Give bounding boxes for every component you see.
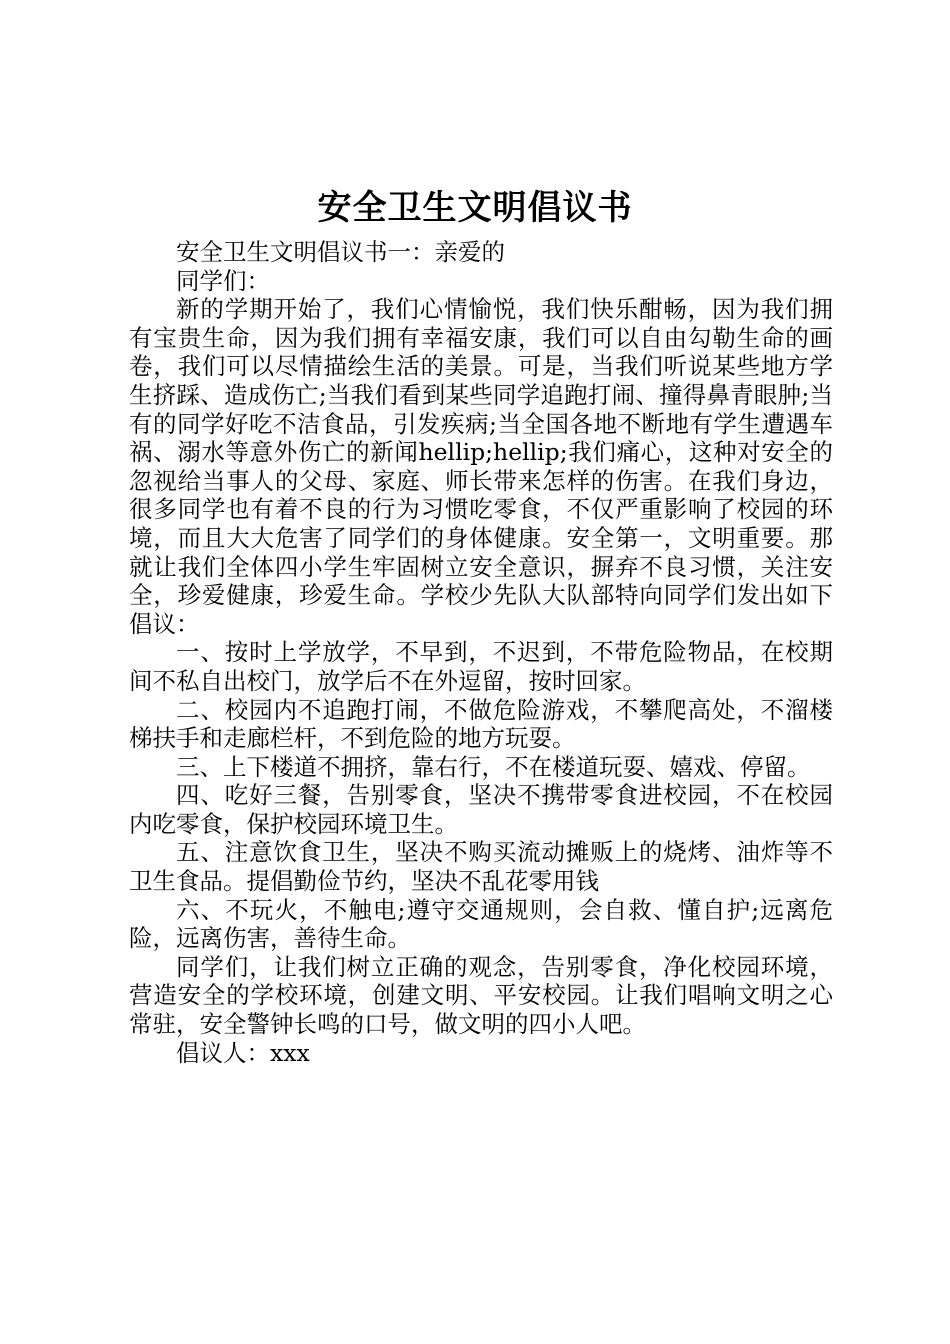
document-title: 安全卫生文明倡议书 [317, 188, 633, 228]
proposal-item-1: 一、按时上学放学，不早到，不迟到，不带危险物品，在校期间不私自出校门，放学后不在外逗留，按时回家。 [129, 638, 833, 695]
proposal-item-3: 三、上下楼道不拥挤，靠右行，不在楼道玩耍、嬉戏、停留。 [176, 752, 811, 781]
proposal-item-4: 四、吃好三餐，告别零食，坚决不携带零食进校园，不在校园内吃零食，保护校园环境卫生。 [129, 781, 833, 838]
proposal-item-5: 五、注意饮食卫生，坚决不购买流动摊贩上的烧烤、油炸等不卫生食品。提倡勤俭节约，坚决不乱花零用钱 [129, 838, 833, 896]
intro-paragraph: 新的学期开始了，我们心情愉悦，我们快乐酣畅，因为我们拥有宝贵生命，因为我们拥有幸福安康，我们可以自由勾勒生命的画卷，我们可以尽情描绘生活的美景。可是，当我们听说某些地方学生挤踩、造成伤亡;当我们看到某些同学追跑打闹、撞得鼻青眼肿;当有的同学好吃不洁食品，引发疾病;当全国各地不断地有学生遭遇车祸、溺水等意外伤亡的新闻hellip;hellip;我们痛心，这种对安全的忽视给当事人的父母、家庭、师长带来怎样的伤害。在我们身边，很多同学也有着不良的行为习惯吃零食，不仅严重影响了校园的环境，而且大大危害了同学们的身体健康。安全第一，文明重要。那就让我们全体四小学生牢固树立安全意识，摒弃不良习惯，关注安全，珍爱健康，珍爱生命。学校少先队大队部特向同学们发出如下倡议： [129, 295, 833, 638]
salutation-line-1: 安全卫生文明倡议书一：亲爱的 [176, 238, 505, 266]
proposal-item-6: 六、不玩火，不触电;遵守交通规则，会自救、懂自护;远离危险，远离伤害，善待生命。 [129, 895, 833, 953]
document-body [129, 238, 833, 1067]
salutation-line-2: 同学们： [176, 266, 270, 295]
signature-line: 倡议人：xxx [176, 1038, 310, 1067]
proposal-item-2: 二、校园内不追跑打闹，不做危险游戏，不攀爬高处，不溜楼梯扶手和走廊栏杆，不到危险的地方玩耍。 [129, 695, 833, 753]
closing-paragraph: 同学们，让我们树立正确的观念，告别零食，净化校园环境，营造安全的学校环境，创建文明、平安校园。让我们唱响文明之心常驻，安全警钟长鸣的口号，做文明的四小人吧。 [129, 952, 833, 1039]
